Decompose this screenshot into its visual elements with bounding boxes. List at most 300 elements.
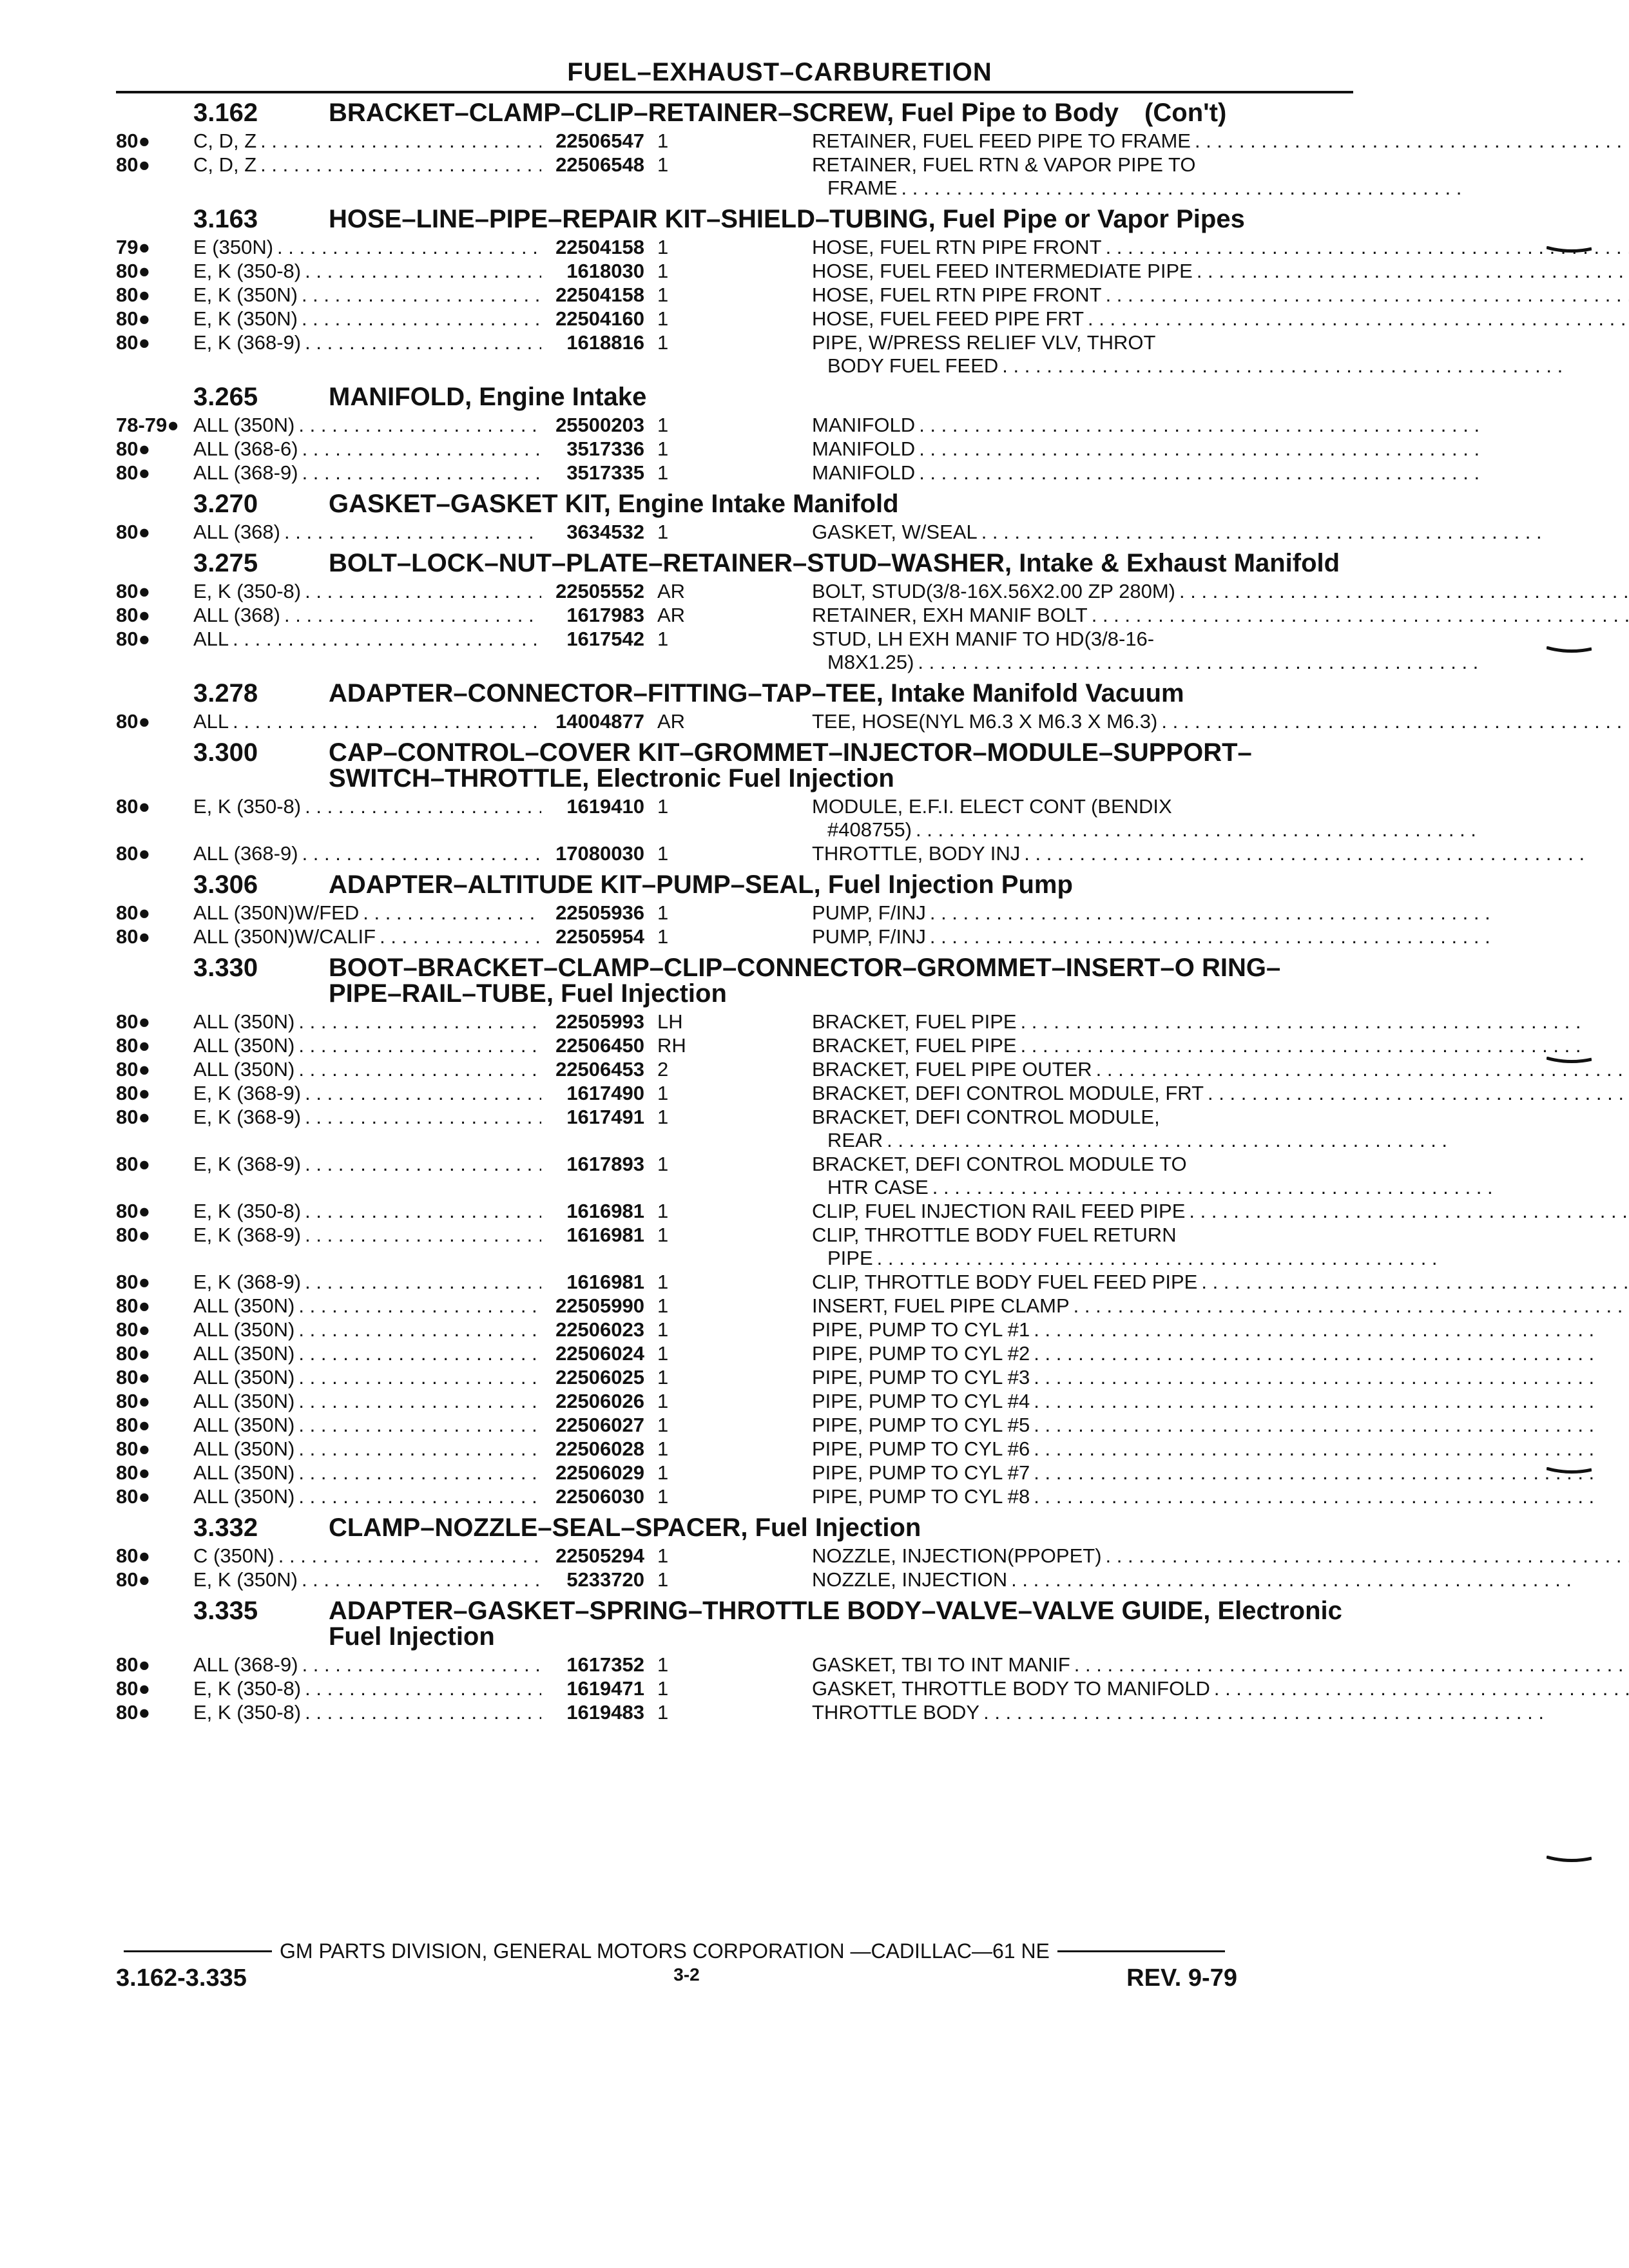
part-number: 3517336 bbox=[566, 437, 644, 460]
description-line bbox=[812, 1224, 1438, 1247]
description-line bbox=[812, 651, 1478, 674]
description-text: M8X1.25) bbox=[827, 651, 914, 673]
model-year: 80● bbox=[116, 1224, 151, 1246]
part-row bbox=[116, 437, 1353, 461]
dot-leader bbox=[1034, 1342, 1594, 1365]
part-number: 22504160 bbox=[555, 307, 644, 330]
dot-leader bbox=[298, 1366, 541, 1389]
part-number: 5233720 bbox=[566, 1568, 644, 1591]
part-number: 22506027 bbox=[555, 1414, 644, 1436]
quantity: 1 bbox=[657, 1271, 669, 1293]
description-text: HOSE, FUEL RTN PIPE FRONT bbox=[812, 284, 1102, 306]
catalog-section bbox=[116, 100, 1353, 200]
section-number: 3.306 bbox=[193, 870, 258, 899]
model-year: 80● bbox=[116, 1414, 151, 1436]
quantity: 1 bbox=[657, 795, 669, 818]
dot-leader bbox=[1034, 1437, 1594, 1461]
section-number: 3.270 bbox=[193, 490, 258, 518]
application bbox=[193, 1366, 541, 1389]
description-line bbox=[812, 795, 1476, 818]
part-row bbox=[116, 1437, 1353, 1461]
catalog-section bbox=[116, 680, 1353, 733]
application-text: ALL (368) bbox=[193, 604, 280, 626]
application bbox=[193, 1153, 541, 1176]
dot-leader bbox=[1195, 130, 1629, 153]
part-description bbox=[735, 1342, 1594, 1365]
dot-leader bbox=[1092, 604, 1629, 627]
description-line bbox=[812, 1437, 1594, 1461]
description-line bbox=[812, 1058, 1629, 1081]
application-text: C (350N) bbox=[193, 1544, 275, 1567]
part-row bbox=[116, 130, 1353, 153]
model-year: 80● bbox=[116, 1485, 151, 1508]
section-heading bbox=[329, 491, 1353, 517]
description-text: HOSE, FUEL RTN PIPE FRONT bbox=[812, 236, 1102, 258]
application-text: E, K (350N) bbox=[193, 284, 298, 306]
dot-leader bbox=[1034, 1318, 1594, 1341]
description-text: MANIFOLD bbox=[812, 461, 916, 484]
section-heading bbox=[329, 1515, 1353, 1541]
application bbox=[193, 461, 541, 485]
quantity: 1 bbox=[657, 331, 669, 354]
dot-leader bbox=[981, 521, 1542, 544]
description-line bbox=[812, 1414, 1594, 1437]
part-row bbox=[116, 1106, 1353, 1152]
model-year: 80● bbox=[116, 307, 151, 330]
application-text: ALL (350N) bbox=[193, 1437, 295, 1460]
quantity: 1 bbox=[657, 1082, 669, 1104]
dot-leader bbox=[298, 414, 541, 437]
model-year: 80● bbox=[116, 521, 151, 543]
model-year: 80● bbox=[116, 331, 151, 354]
application bbox=[193, 284, 541, 307]
description-text: PIPE, W/PRESS RELIEF VLV, THROT bbox=[812, 331, 1156, 354]
model-year: 80● bbox=[116, 284, 151, 306]
quantity: LH bbox=[657, 1010, 683, 1033]
model-year: 80● bbox=[116, 1568, 151, 1591]
description-line bbox=[812, 1106, 1447, 1129]
dot-leader bbox=[233, 710, 541, 733]
description-line bbox=[812, 1318, 1594, 1341]
description-text: TEE, HOSE(NYL M6.3 X M6.3 X M6.3) bbox=[812, 710, 1158, 733]
section-number: 3.335 bbox=[193, 1597, 258, 1625]
footer-publisher: GM PARTS DIVISION, GENERAL MOTORS CORPORATION —CADILLAC—61 NE bbox=[280, 1939, 1050, 1963]
part-row bbox=[116, 1294, 1353, 1318]
part-number: 22505990 bbox=[555, 1294, 644, 1317]
application bbox=[193, 1271, 541, 1294]
part-number: 1616981 bbox=[566, 1224, 644, 1246]
dot-leader bbox=[305, 1224, 541, 1247]
part-description bbox=[735, 580, 1629, 603]
description-line bbox=[812, 236, 1629, 259]
part-row bbox=[116, 461, 1353, 485]
model-year: 78-79● bbox=[116, 414, 180, 436]
part-number: 1619483 bbox=[566, 1701, 644, 1724]
dot-leader bbox=[1106, 1544, 1629, 1568]
dot-leader bbox=[1088, 307, 1629, 331]
part-row bbox=[116, 1224, 1353, 1270]
description-line bbox=[812, 1701, 1544, 1724]
part-row bbox=[116, 414, 1353, 437]
part-number: 22504158 bbox=[555, 236, 644, 258]
application bbox=[193, 437, 541, 461]
part-row bbox=[116, 153, 1353, 200]
application bbox=[193, 130, 541, 153]
section-title bbox=[116, 1598, 1353, 1649]
dot-leader bbox=[305, 1153, 541, 1176]
description-text: PIPE, PUMP TO CYL #5 bbox=[812, 1414, 1030, 1436]
dot-leader bbox=[1021, 1034, 1581, 1057]
part-number: 22505993 bbox=[555, 1010, 644, 1033]
application bbox=[193, 1082, 541, 1105]
quantity: 1 bbox=[657, 1677, 669, 1700]
section-heading-bold: BOLT–LOCK–NUT–PLATE–RETAINER–STUD–WASHER, bbox=[329, 549, 1012, 577]
part-description bbox=[735, 236, 1629, 259]
quantity: 1 bbox=[657, 628, 669, 650]
description-line bbox=[812, 260, 1629, 283]
quantity: 1 bbox=[657, 1294, 669, 1317]
page-header: FUEL–EXHAUST–CARBURETION bbox=[567, 58, 992, 86]
catalog-section bbox=[116, 872, 1353, 948]
part-description bbox=[735, 1568, 1572, 1591]
description-text: RETAINER, FUEL FEED PIPE TO FRAME bbox=[812, 130, 1191, 152]
part-number: 1618030 bbox=[566, 260, 644, 282]
section-title bbox=[116, 680, 1353, 706]
application bbox=[193, 710, 541, 733]
part-description bbox=[735, 1677, 1629, 1700]
part-number: 22506024 bbox=[555, 1342, 644, 1365]
application bbox=[193, 604, 541, 627]
description-text: THROTTLE BODY bbox=[812, 1701, 980, 1724]
application-text: ALL (368) bbox=[193, 521, 280, 543]
section-title bbox=[116, 206, 1353, 232]
description-text: RETAINER, EXH MANIF BOLT bbox=[812, 604, 1088, 626]
part-description bbox=[735, 1485, 1594, 1508]
part-description bbox=[735, 414, 1480, 437]
part-description bbox=[735, 842, 1585, 865]
catalog-section bbox=[116, 491, 1353, 544]
dot-leader bbox=[284, 604, 541, 627]
part-row bbox=[116, 1058, 1353, 1081]
quantity: 1 bbox=[657, 437, 669, 460]
model-year: 80● bbox=[116, 710, 151, 733]
footer-section-range: 3.162-3.335 bbox=[116, 1965, 247, 1992]
description-line bbox=[812, 925, 1490, 948]
application-text: E, K (350-8) bbox=[193, 1677, 302, 1700]
dot-leader bbox=[932, 1176, 1493, 1199]
description-text: CLIP, FUEL INJECTION RAIL FEED PIPE bbox=[812, 1200, 1186, 1222]
description-text: FRAME bbox=[827, 177, 898, 199]
description-text: BRACKET, FUEL PIPE bbox=[812, 1010, 1017, 1033]
part-number: 22506029 bbox=[555, 1461, 644, 1484]
application bbox=[193, 1437, 541, 1461]
part-number: 1616981 bbox=[566, 1200, 644, 1222]
section-heading-rest: Fuel Injection bbox=[747, 1514, 921, 1542]
description-line bbox=[812, 1294, 1629, 1318]
model-year: 80● bbox=[116, 842, 151, 865]
dot-leader bbox=[363, 901, 541, 925]
part-description bbox=[735, 604, 1629, 627]
part-number: 22506028 bbox=[555, 1437, 644, 1460]
dot-leader bbox=[887, 1129, 1447, 1152]
description-line bbox=[812, 1568, 1572, 1591]
description-text: GASKET, THROTTLE BODY TO MANIFOLD bbox=[812, 1677, 1210, 1700]
part-row bbox=[116, 1200, 1353, 1223]
dot-leader bbox=[930, 925, 1490, 948]
model-year: 80● bbox=[116, 260, 151, 282]
application bbox=[193, 153, 541, 177]
dot-leader bbox=[298, 1318, 541, 1341]
description-text: PIPE, PUMP TO CYL #4 bbox=[812, 1390, 1030, 1412]
description-line bbox=[812, 1129, 1447, 1152]
description-text: MODULE, E.F.I. ELECT CONT (BENDIX bbox=[812, 795, 1172, 818]
dot-leader bbox=[298, 1342, 541, 1365]
part-description bbox=[735, 1461, 1594, 1485]
application bbox=[193, 1701, 541, 1724]
description-text: PIPE, PUMP TO CYL #3 bbox=[812, 1366, 1030, 1389]
continued-label: (Con't) bbox=[1144, 99, 1227, 127]
application-text: E, K (368-9) bbox=[193, 1106, 302, 1128]
part-description bbox=[735, 1701, 1544, 1724]
dot-leader bbox=[298, 1010, 541, 1033]
section-heading-bold: BOOT–BRACKET–CLAMP–CLIP–CONNECTOR–GROMMET–INSERT–O RING–PIPE–RAIL–TUBE, bbox=[329, 954, 1281, 1008]
part-row bbox=[116, 795, 1353, 841]
description-text: BOLT, STUD(3/8-16X.56X2.00 ZP 280M) bbox=[812, 580, 1175, 602]
section-number: 3.275 bbox=[193, 549, 258, 577]
application bbox=[193, 307, 541, 331]
quantity: 1 bbox=[657, 1153, 669, 1175]
part-row bbox=[116, 236, 1353, 259]
part-number: 1617490 bbox=[566, 1082, 644, 1104]
dot-leader bbox=[305, 331, 541, 354]
part-number: 22506548 bbox=[555, 153, 644, 176]
part-description bbox=[735, 901, 1490, 925]
dot-leader bbox=[302, 1568, 541, 1591]
section-heading-rest: Fuel Injection bbox=[553, 979, 727, 1008]
dot-leader bbox=[298, 1294, 541, 1318]
dot-leader bbox=[298, 1390, 541, 1413]
application-text: ALL (368-9) bbox=[193, 842, 298, 865]
description-text: PIPE, PUMP TO CYL #1 bbox=[812, 1318, 1030, 1341]
dot-leader bbox=[1034, 1461, 1594, 1485]
dot-leader bbox=[305, 1082, 541, 1105]
part-number: 17080030 bbox=[555, 842, 644, 865]
part-row bbox=[116, 1653, 1353, 1677]
application bbox=[193, 1106, 541, 1129]
dot-leader bbox=[302, 437, 541, 461]
section-number: 3.330 bbox=[193, 954, 258, 982]
application-text: E, K (368-9) bbox=[193, 1224, 302, 1246]
dot-leader bbox=[1034, 1390, 1594, 1413]
dot-leader bbox=[278, 1544, 541, 1568]
model-year: 80● bbox=[116, 1294, 151, 1317]
quantity: 1 bbox=[657, 1366, 669, 1389]
dot-leader bbox=[302, 842, 541, 865]
description-line bbox=[812, 1153, 1493, 1176]
application-text: E, K (368-9) bbox=[193, 331, 302, 354]
quantity: 1 bbox=[657, 1653, 669, 1676]
dot-leader bbox=[1074, 1653, 1629, 1677]
part-number: 22505294 bbox=[555, 1544, 644, 1567]
description-line bbox=[812, 437, 1480, 461]
description-line bbox=[812, 1010, 1581, 1033]
part-row bbox=[116, 1082, 1353, 1105]
part-number: 25500203 bbox=[555, 414, 644, 436]
application bbox=[193, 1544, 541, 1568]
dot-leader bbox=[916, 818, 1476, 841]
section-number: 3.300 bbox=[193, 738, 258, 767]
part-number: 14004877 bbox=[555, 710, 644, 733]
header-rule bbox=[116, 91, 1353, 93]
application bbox=[193, 925, 541, 948]
dot-leader bbox=[298, 1414, 541, 1437]
part-description bbox=[735, 1034, 1581, 1057]
catalog-section bbox=[116, 1515, 1353, 1591]
description-line bbox=[812, 153, 1461, 177]
application-text: ALL (368-9) bbox=[193, 461, 298, 484]
application bbox=[193, 628, 541, 651]
footer-rule-left bbox=[124, 1950, 272, 1952]
section-title bbox=[116, 550, 1353, 576]
description-line bbox=[812, 1342, 1594, 1365]
margin-mark bbox=[1547, 646, 1592, 653]
quantity: 1 bbox=[657, 1544, 669, 1567]
model-year: 80● bbox=[116, 1544, 151, 1567]
description-line bbox=[812, 580, 1629, 603]
dot-leader bbox=[284, 521, 541, 544]
description-line bbox=[812, 604, 1629, 627]
application-text: ALL bbox=[193, 710, 229, 733]
model-year: 80● bbox=[116, 1342, 151, 1365]
description-line bbox=[812, 818, 1476, 841]
description-text: MANIFOLD bbox=[812, 437, 916, 460]
model-year: 80● bbox=[116, 1390, 151, 1412]
model-year: 80● bbox=[116, 1461, 151, 1484]
application-text: ALL (350N) bbox=[193, 1318, 295, 1341]
part-row bbox=[116, 1485, 1353, 1508]
dot-leader bbox=[233, 628, 541, 651]
application bbox=[193, 1461, 541, 1485]
part-number: 1617893 bbox=[566, 1153, 644, 1175]
description-line bbox=[812, 1485, 1594, 1508]
part-description bbox=[735, 260, 1629, 283]
dot-leader bbox=[302, 284, 541, 307]
description-text: CLIP, THROTTLE BODY FUEL RETURN bbox=[812, 1224, 1177, 1246]
description-line bbox=[812, 521, 1542, 544]
dot-leader bbox=[901, 177, 1462, 200]
model-year: 80● bbox=[116, 1200, 151, 1222]
quantity: 1 bbox=[657, 1437, 669, 1460]
description-line bbox=[812, 1271, 1629, 1294]
description-line bbox=[812, 354, 1563, 378]
application bbox=[193, 1058, 541, 1081]
section-heading-bold: ADAPTER–ALTITUDE KIT–PUMP–SEAL, bbox=[329, 870, 821, 899]
application-text: ALL (350N) bbox=[193, 1485, 295, 1508]
section-heading-rest: Fuel Pipe or Vapor Pipes bbox=[935, 205, 1245, 233]
description-line bbox=[812, 1366, 1594, 1389]
part-description bbox=[735, 628, 1478, 674]
model-year: 80● bbox=[116, 461, 151, 484]
quantity: AR bbox=[657, 604, 686, 626]
part-description bbox=[735, 1437, 1594, 1461]
quantity: 1 bbox=[657, 925, 669, 948]
model-year: 80● bbox=[116, 795, 151, 818]
part-number: 22505552 bbox=[555, 580, 644, 602]
section-heading bbox=[329, 100, 1353, 126]
application bbox=[193, 842, 541, 865]
quantity: 1 bbox=[657, 284, 669, 306]
description-line bbox=[812, 461, 1480, 485]
part-description bbox=[735, 1010, 1581, 1033]
description-text: PUMP, F/INJ bbox=[812, 925, 926, 948]
application-text: ALL (350N) bbox=[193, 1058, 295, 1081]
part-description bbox=[735, 1153, 1493, 1199]
dot-leader bbox=[302, 307, 541, 331]
part-row bbox=[116, 1701, 1353, 1724]
dot-leader bbox=[305, 1701, 541, 1724]
section-heading bbox=[329, 740, 1353, 791]
part-description bbox=[735, 153, 1461, 200]
application-text: E (350N) bbox=[193, 236, 274, 258]
quantity: 1 bbox=[657, 1701, 669, 1724]
application bbox=[193, 331, 541, 354]
application-text: E, K (368-9) bbox=[193, 1082, 302, 1104]
dot-leader bbox=[930, 901, 1490, 925]
dot-leader bbox=[1021, 1010, 1581, 1033]
section-heading-rest: Intake & Exhaust Manifold bbox=[1012, 549, 1340, 577]
part-row bbox=[116, 628, 1353, 674]
application bbox=[193, 1200, 541, 1223]
dot-leader bbox=[1034, 1485, 1594, 1508]
catalog-section bbox=[116, 740, 1353, 865]
section-number: 3.278 bbox=[193, 679, 258, 707]
dot-leader bbox=[260, 153, 541, 177]
application bbox=[193, 521, 541, 544]
section-heading-bold: GASKET–GASKET KIT, bbox=[329, 490, 611, 518]
model-year: 80● bbox=[116, 1677, 151, 1700]
part-row bbox=[116, 284, 1353, 307]
description-line bbox=[812, 1390, 1594, 1413]
sections-container bbox=[116, 100, 1353, 1724]
section-heading-bold: MANIFOLD, bbox=[329, 383, 472, 411]
model-year: 80● bbox=[116, 1082, 151, 1104]
section-heading bbox=[329, 680, 1353, 706]
quantity: 1 bbox=[657, 461, 669, 484]
part-description bbox=[735, 307, 1629, 331]
model-year: 80● bbox=[116, 604, 151, 626]
application bbox=[193, 1390, 541, 1413]
dot-leader bbox=[298, 1437, 541, 1461]
part-row bbox=[116, 604, 1353, 627]
quantity: AR bbox=[657, 580, 686, 602]
quantity: 1 bbox=[657, 1568, 669, 1591]
description-text: NOZZLE, INJECTION(PPOPET) bbox=[812, 1544, 1102, 1567]
part-description bbox=[735, 925, 1490, 948]
application bbox=[193, 1318, 541, 1341]
application-text: E, K (350-8) bbox=[193, 260, 302, 282]
catalog-section bbox=[116, 384, 1353, 485]
part-number: 22504158 bbox=[555, 284, 644, 306]
part-number: 22506023 bbox=[555, 1318, 644, 1341]
model-year: 80● bbox=[116, 1034, 151, 1057]
application bbox=[193, 1414, 541, 1437]
part-row bbox=[116, 1390, 1353, 1413]
section-title bbox=[116, 955, 1353, 1006]
section-heading-rest: Electronic Fuel Injection bbox=[329, 1597, 1342, 1651]
application bbox=[193, 1010, 541, 1033]
application bbox=[193, 236, 541, 259]
application-text: E, K (350N) bbox=[193, 1568, 298, 1591]
